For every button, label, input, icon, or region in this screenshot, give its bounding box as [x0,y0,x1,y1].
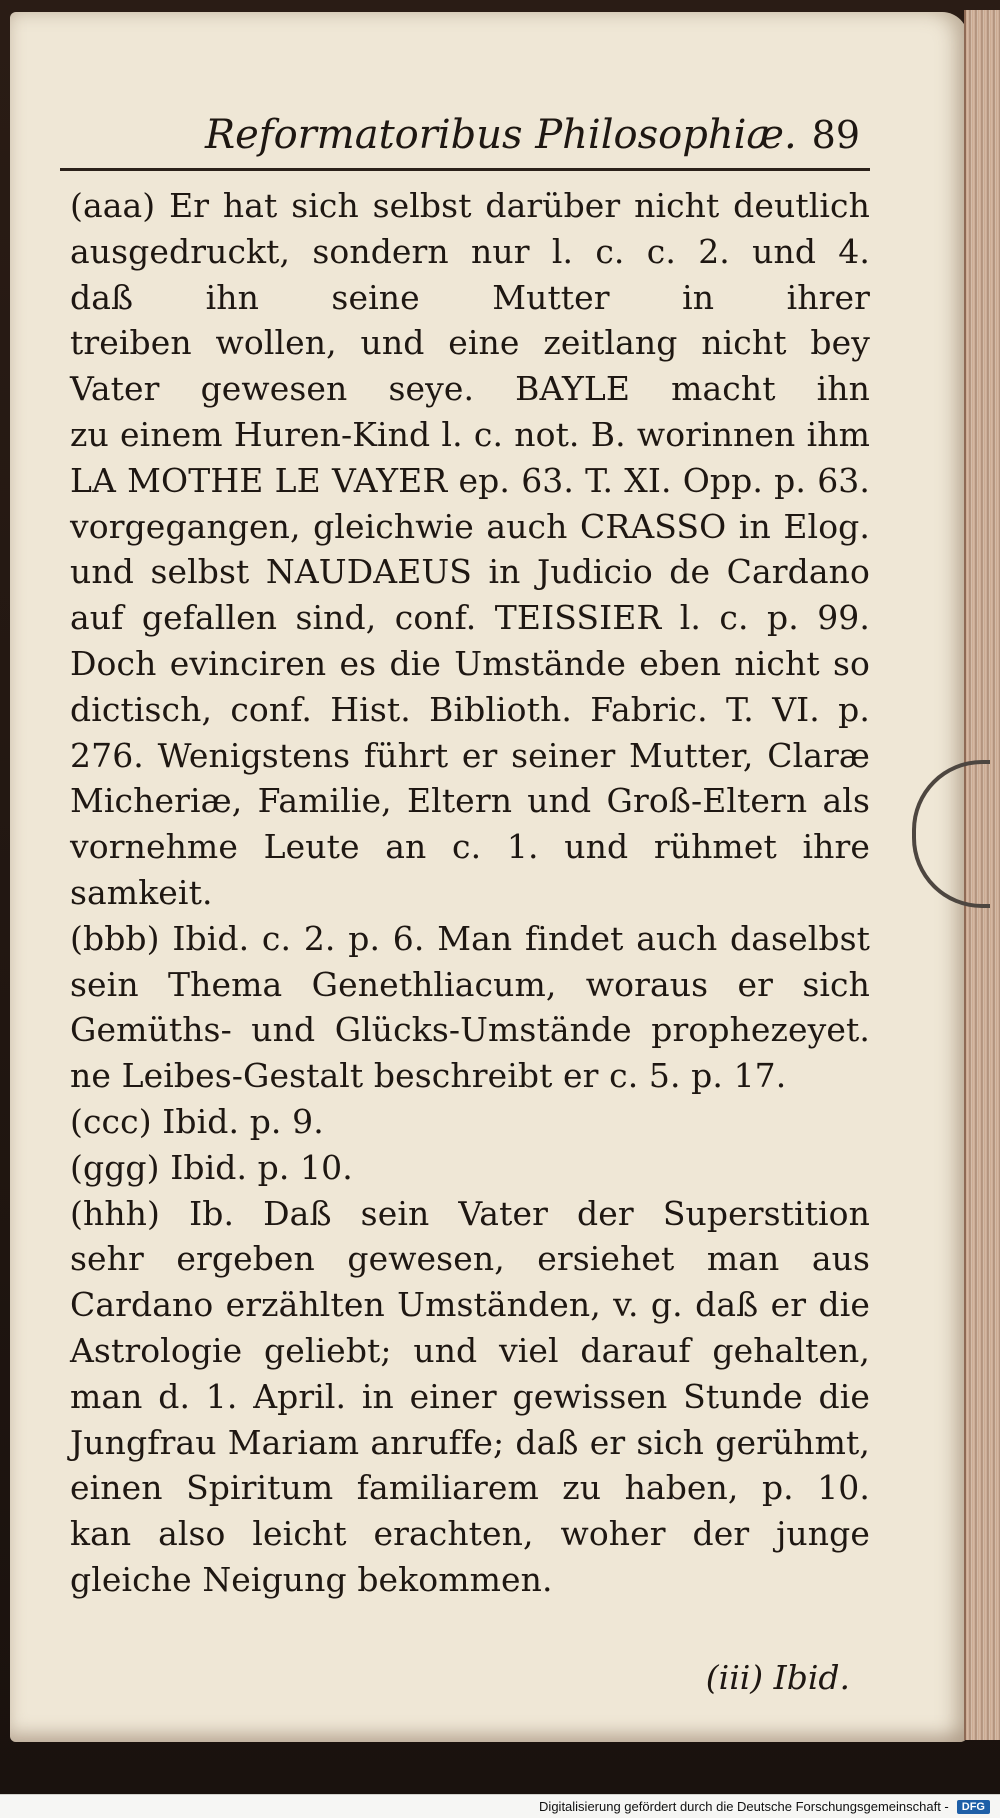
note-line: ausgedruckt, sondern nur l. c. c. 2. und 4. [70,231,870,271]
note-ccc [40,1099,870,1145]
page-number: 89 [811,113,860,157]
header-rule [60,168,870,171]
digitization-footer [0,1794,1000,1818]
note-line: Micheriæ, Familie, Eltern und Groß-Eltern als [70,781,870,821]
running-title: Reformatoribus Philosophiæ. [205,112,797,158]
note-line: auf gefallen sind, conf. TEISSIER l. c. p. 99. [70,598,870,638]
note-line: gleiche Neigung bekommen. [70,1559,553,1599]
note-line: Jungfrau Mariam anruffe; daß er sich gerühmt, [70,1422,870,1462]
note-line: Gemüths- und Glücks-Umstände prophezeyet. [70,1010,870,1050]
note-line: einen Spiritum familiarem zu haben, p. 10. [70,1468,870,1508]
note-line: 276. Wenigstens führt er seiner Mutter, Claræ [70,735,870,775]
note-line: (ccc) Ibid. p. 9. [70,1101,324,1141]
note-line: sehr ergeben gewesen, ersiehet man aus [70,1239,870,1279]
note-line: Cardano erzählten Umständen, v. g. daß er die [70,1285,870,1325]
note-line: zu einem Huren-Kind l. c. not. B. worinnen ihm [70,414,870,454]
funding-credit: Digitalisierung gefördert durch die Deutsche Forschungsgemeinschaft - [539,1799,949,1814]
note-line: Doch evinciren es die Umstände eben nicht so [70,643,870,683]
note-line: und selbst NAUDAEUS in Judicio de Cardano [70,552,870,592]
note-bbb [40,916,870,1099]
note-line: vornehme Leute an c. 1. und rühmet ihre [70,827,870,867]
note-line: treiben wollen, und eine zeitlang nicht bey [70,323,870,363]
note-line: (hhh) Ib. Daß sein Vater der Superstition [70,1193,870,1233]
note-ggg [40,1145,870,1191]
note-line: vorgegangen, gleichwie auch CRASSO in Elog. [70,506,870,546]
note-line: (bbb) Ibid. c. 2. p. 6. Man findet auch daselbst [70,918,870,958]
note-hhh [40,1191,870,1603]
note-line: ne Leibes-Gestalt beschreibt er c. 5. p. 17. [70,1056,787,1096]
note-line: Vater gewesen seye. BAYLE macht ihn [70,369,870,409]
note-line: dictisch, conf. Hist. Biblioth. Fabric. T. VI. p. [70,689,870,729]
catchword: (iii) Ibid. [705,1657,850,1697]
note-line: daß ihn seine Mutter in ihrer [70,277,870,317]
page-text [40,110,870,1701]
note-line: LA MOTHE LE VAYER ep. 63. T. XI. Opp. p. 63. [70,460,870,500]
note-line: kan also leicht erachten, woher der junge [70,1514,870,1554]
dfg-logo: DFG [957,1800,990,1814]
note-line: sein Thema Genethliacum, woraus er sich [70,964,870,1004]
note-line: man d. 1. April. in einer gewissen Stunde die [70,1376,870,1416]
note-line: samkeit. [70,872,213,912]
note-line: (ggg) Ibid. p. 10. [70,1147,353,1187]
note-line: Astrologie geliebt; und viel darauf gehalten, [70,1330,870,1370]
note-aaa [40,183,870,916]
running-header [205,110,870,160]
note-line: (aaa) Er hat sich selbst darüber nicht deutlich [70,186,870,225]
